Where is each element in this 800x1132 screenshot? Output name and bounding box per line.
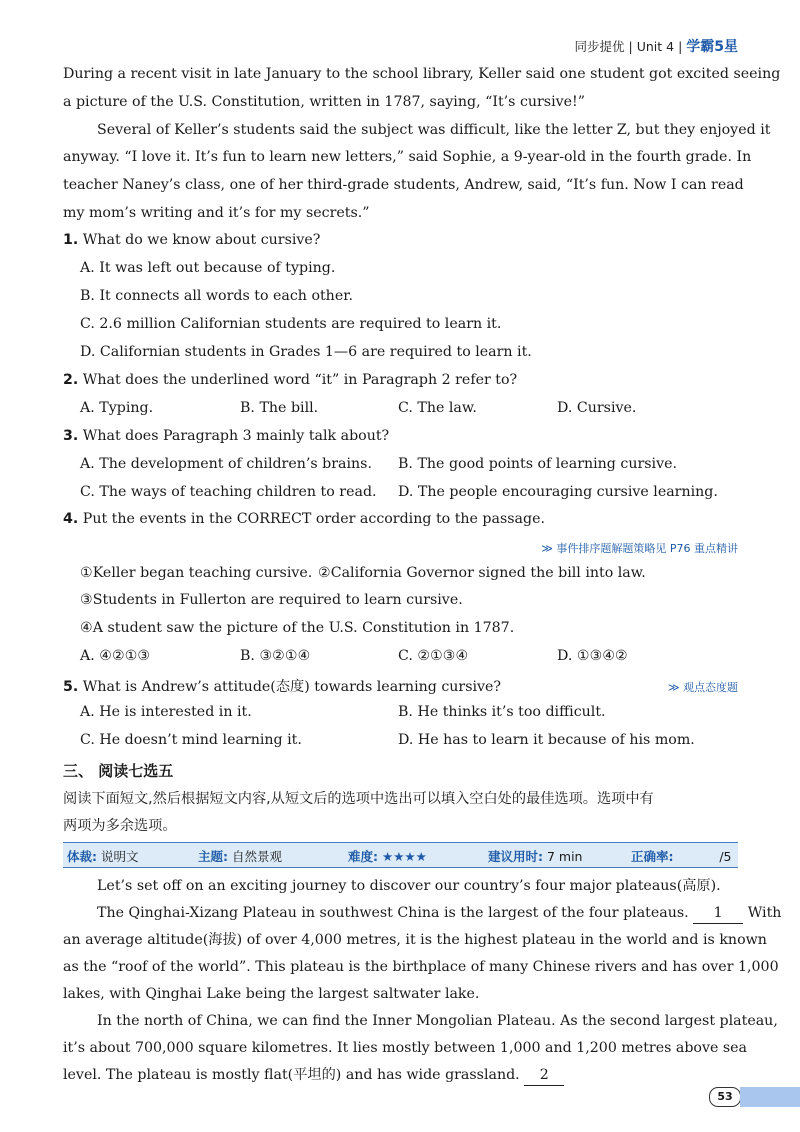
blank-2[interactable]: 2 bbox=[524, 1065, 564, 1086]
question-number: 1. bbox=[63, 232, 79, 248]
q5-option-c[interactable]: C. He doesn’t mind learning it. bbox=[80, 732, 302, 748]
header-unit: Unit 4 bbox=[636, 39, 675, 54]
q5-option-b[interactable]: B. He thinks it’s too difficult. bbox=[398, 704, 606, 720]
page-number: 53 bbox=[709, 1087, 741, 1107]
question-stem: What is Andrew’s attitude(态度) towards learning cursive? bbox=[82, 679, 502, 695]
difficulty-stars-icon: ★★★★ bbox=[381, 849, 427, 864]
strategy-hint: ≫ 事件排序题解题策略见 P76 重点精讲 bbox=[541, 542, 738, 555]
q2-option-b[interactable]: B. The bill. bbox=[240, 400, 319, 416]
question-number: 4. bbox=[63, 511, 79, 527]
question-number: 5. bbox=[63, 679, 79, 695]
section-instructions: 两项为多余选项。 bbox=[63, 818, 177, 834]
question-4 bbox=[63, 511, 545, 527]
q3-option-d[interactable]: D. The people encouraging cursive learning. bbox=[398, 484, 718, 500]
passage-line: During a recent visit in late January to the school library, Keller said one student got excited seeing bbox=[63, 66, 781, 82]
q1-option-b[interactable]: B. It connects all words to each other. bbox=[80, 288, 353, 304]
passage-line: my mom’s writing and it’s for my secrets.” bbox=[63, 205, 370, 221]
q2-option-d[interactable]: D. Cursive. bbox=[557, 400, 637, 416]
passage-line: as the “roof of the world”. This plateau is the birthplace of many Chinese rivers and has over 1,000 bbox=[63, 959, 779, 975]
q5-option-d[interactable]: D. He has to learn it because of his mom. bbox=[398, 732, 695, 748]
question-stem: What does Paragraph 3 mainly talk about? bbox=[82, 428, 390, 444]
q1-option-c[interactable]: C. 2.6 million Californian students are required to learn it. bbox=[80, 316, 502, 332]
attitude-hint: ≫ 观点态度题 bbox=[667, 681, 738, 694]
q1-option-a[interactable]: A. It was left out because of typing. bbox=[80, 260, 336, 276]
genre-label: 体裁: bbox=[67, 849, 97, 864]
q4-event-2: ②California Governor signed the bill into law. bbox=[318, 565, 646, 581]
question-1 bbox=[63, 232, 320, 248]
passage-line: The Qinghai-Xizang Plateau in southwest China is the largest of the four plateaus. 1 With bbox=[97, 903, 781, 924]
q4-event-4: ④A student saw the picture of the U.S. Constitution in 1787. bbox=[80, 620, 515, 636]
question-3 bbox=[63, 428, 389, 444]
section-instructions: 阅读下面短文,然后根据短文内容,从短文后的选项中选出可以填入空白处的最佳选项。选项中有 bbox=[63, 791, 654, 807]
accuracy-value: /5 bbox=[719, 849, 732, 864]
question-number: 2. bbox=[63, 372, 79, 388]
page-header: 同步提优 | Unit 4 | 学霸5星 bbox=[574, 39, 738, 55]
blank-1[interactable]: 1 bbox=[693, 903, 743, 924]
difficulty-label: 难度: bbox=[348, 849, 378, 864]
q3-option-b[interactable]: B. The good points of learning cursive. bbox=[398, 456, 677, 472]
q4-option-a[interactable]: A. ④②①③ bbox=[80, 648, 151, 664]
q4-event-3: ③Students in Fullerton are required to learn cursive. bbox=[80, 592, 463, 608]
passage-line: level. The plateau is mostly flat(平坦的) and has wide grassland. 2 bbox=[63, 1065, 564, 1086]
q3-option-c[interactable]: C. The ways of teaching children to read. bbox=[80, 484, 377, 500]
question-5 bbox=[63, 676, 501, 696]
exercise-info-bar bbox=[63, 842, 738, 868]
passage-line: a picture of the U.S. Constitution, written in 1787, saying, “It’s cursive!” bbox=[63, 94, 585, 110]
question-number: 3. bbox=[63, 428, 79, 444]
passage-line: teacher Naney’s class, one of her third-grade students, Andrew, said, “It’s fun. Now I can read bbox=[63, 177, 744, 193]
genre-value: 说明文 bbox=[100, 849, 139, 864]
q4-event-1: ①Keller began teaching cursive. bbox=[80, 565, 313, 581]
passage-line: it’s about 700,000 square kilometres. It lies mostly between 1,000 and 1,200 metres above sea bbox=[63, 1040, 748, 1056]
header-series: 同步提优 bbox=[574, 39, 625, 54]
passage-line: lakes, with Qinghai Lake being the largest saltwater lake. bbox=[63, 986, 480, 1002]
q2-option-a[interactable]: A. Typing. bbox=[80, 400, 154, 416]
question-stem: What does the underlined word “it” in Paragraph 2 refer to? bbox=[82, 372, 518, 388]
q3-option-a[interactable]: A. The development of children’s brains. bbox=[80, 456, 372, 472]
q4-option-c[interactable]: C. ②①③④ bbox=[398, 648, 469, 664]
page-tab-decoration bbox=[740, 1087, 800, 1107]
header-brand-logo: 学霸5星 bbox=[686, 39, 738, 55]
time-label: 建议用时: bbox=[488, 849, 543, 864]
passage-line: In the north of China, we can find the Inner Mongolian Plateau. As the second largest plateau, bbox=[97, 1013, 778, 1029]
question-stem: What do we know about cursive? bbox=[82, 232, 321, 248]
section-title: 三、 阅读七选五 bbox=[63, 762, 174, 780]
q1-option-d[interactable]: D. Californian students in Grades 1—6 are required to learn it. bbox=[80, 344, 532, 360]
passage-line: Several of Keller’s students said the subject was difficult, like the letter Z, but they enjoyed it bbox=[97, 122, 771, 138]
time-value: 7 min bbox=[546, 849, 583, 864]
passage-line: Let’s set off on an exciting journey to discover our country’s four major plateaus(高原). bbox=[97, 878, 721, 894]
theme-label: 主题: bbox=[198, 849, 228, 864]
q4-option-b[interactable]: B. ③②①④ bbox=[240, 648, 311, 664]
q5-option-a[interactable]: A. He is interested in it. bbox=[80, 704, 252, 720]
passage-line: an average altitude(海拔) of over 4,000 metres, it is the highest plateau in the world and is known bbox=[63, 932, 767, 948]
accuracy-label: 正确率: bbox=[631, 849, 674, 864]
question-stem: Put the events in the CORRECT order according to the passage. bbox=[82, 511, 545, 527]
theme-value: 自然景观 bbox=[231, 849, 282, 864]
question-2 bbox=[63, 372, 517, 388]
q2-option-c[interactable]: C. The law. bbox=[398, 400, 477, 416]
passage-line: anyway. “I love it. It’s fun to learn new letters,” said Sophie, a 9-year-old in the fourth grade. In bbox=[63, 149, 752, 165]
q4-option-d[interactable]: D. ①③④② bbox=[557, 648, 628, 664]
